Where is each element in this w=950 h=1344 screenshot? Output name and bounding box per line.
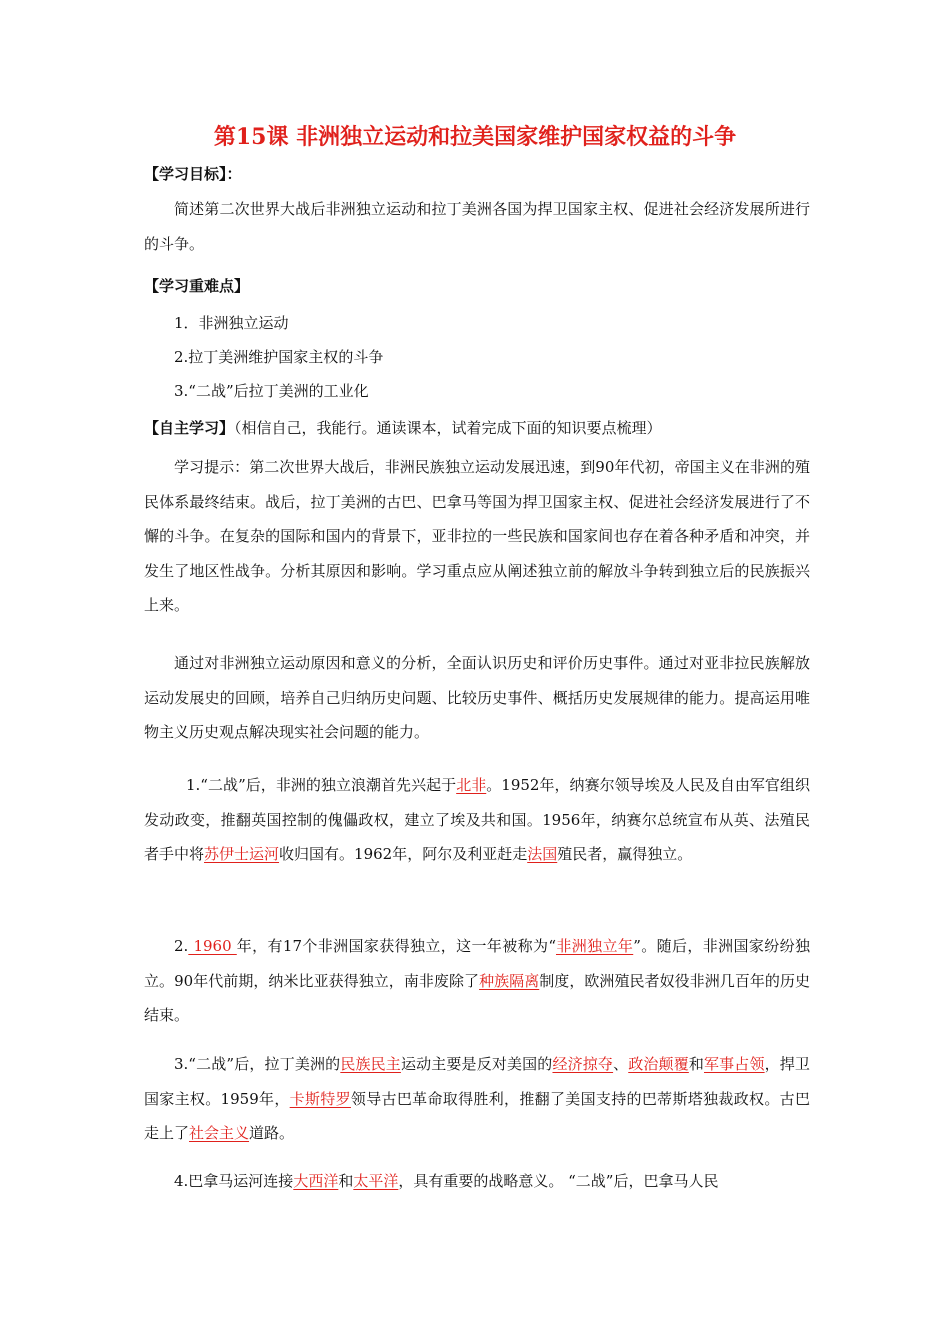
question-3: 3.“二战”后，拉丁美洲的民族民主运动主要是反对美国的经济掠夺、政治颠覆和军事占领，捍卫国家主权。1959年，卡斯特罗领导古巴革命取得胜利，推翻了美国支持的巴蒂斯塔独裁政权。古巴走上了社会主义道路。	[144, 1055, 810, 1142]
answer-blank: 1960	[188, 937, 237, 955]
answer-blank: 经济掠夺	[552, 1055, 614, 1073]
self-study-note: （相信自己，我能行。通读课本，试着完成下面的知识要点梳理）	[234, 419, 662, 437]
question-1: 1.“二战”后，非洲的独立浪潮首先兴起于北非。1952年，纳赛尔领导埃及人民及自由军官组织发动政变，推翻英国控制的傀儡政权，建立了埃及共和国。1956年，纳赛尔总统宣布从英、法殖民者手中将苏伊士运河收归国有。1962年，阿尔及利亚赶走法国殖民者，赢得独立。	[144, 776, 810, 863]
answer-blank: 苏伊士运河	[204, 845, 280, 863]
study-hint: 学习提示：第二次世界大战后，非洲民族独立运动发展迅速，到90年代初，帝国主义在非洲的殖民体系最终结束。战后，拉丁美洲的古巴、巴拿马等国为捍卫国家主权、促进社会经济发展进行了不懈的斗争。在复杂的国际和国内的背景下，亚非拉的一些民族和国家间也存在着各种矛盾和冲突，并发生了地区性战争。分析其原因和影响。学习重点应从阐述独立前的解放斗争转到独立后的民族振兴上来。	[144, 458, 810, 614]
answer-blank: 北非	[456, 776, 487, 794]
answer-blank: 太平洋	[353, 1172, 399, 1190]
objectives-heading: 【学习目标】：	[144, 165, 242, 183]
answer-blank: 非洲独立年	[555, 937, 634, 955]
question-4: 4.巴拿马运河连接大西洋和太平洋，具有重要的战略意义。 “二战”后，巴拿马人民	[174, 1172, 719, 1190]
question-2: 2. 1960 年，有17个非洲国家获得独立，这一年被称为“非洲独立年”。随后，非洲国家纷纷独立。90年代前期，纳米比亚获得独立，南非废除了种族隔离制度，欧洲殖民者奴役非洲几百年的历史结束。	[144, 937, 810, 1024]
answer-blank: 民族民主	[340, 1055, 401, 1073]
lesson-title: 第15课 非洲独立运动和拉美国家维护国家权益的斗争	[213, 124, 737, 150]
answer-blank: 政治颠覆	[628, 1055, 689, 1073]
objectives-text: 简述第二次世界大战后非洲独立运动和拉丁美洲各国为捍卫国家主权、促进社会经济发展所进行的斗争。	[144, 200, 810, 253]
key-points-heading: 【学习重难点】	[144, 277, 250, 295]
key-point-1: 1．非洲独立运动	[174, 314, 289, 332]
answer-blank: 卡斯特罗	[289, 1089, 351, 1108]
study-goal: 通过对非洲独立运动原因和意义的分析，全面认识历史和评价历史事件。通过对亚非拉民族解放运动发展史的回顾，培养自己归纳历史问题、比较历史事件、概括历史发展规律的能力。提高运用唯物主义历史观点解决现实社会问题的能力。	[144, 654, 810, 741]
answer-blank: 种族隔离	[479, 971, 540, 990]
key-point-3: 3.“二战”后拉丁美洲的工业化	[174, 382, 369, 400]
self-study-label: 【自主学习】	[144, 419, 235, 437]
self-study-heading	[144, 418, 662, 438]
answer-blank: 大西洋	[293, 1172, 339, 1190]
answer-blank: 法国	[527, 845, 558, 863]
answer-blank: 军事占领	[704, 1055, 765, 1073]
answer-blank: 社会主义	[189, 1124, 250, 1142]
key-point-2: 2.拉丁美洲维护国家主权的斗争	[174, 348, 384, 366]
